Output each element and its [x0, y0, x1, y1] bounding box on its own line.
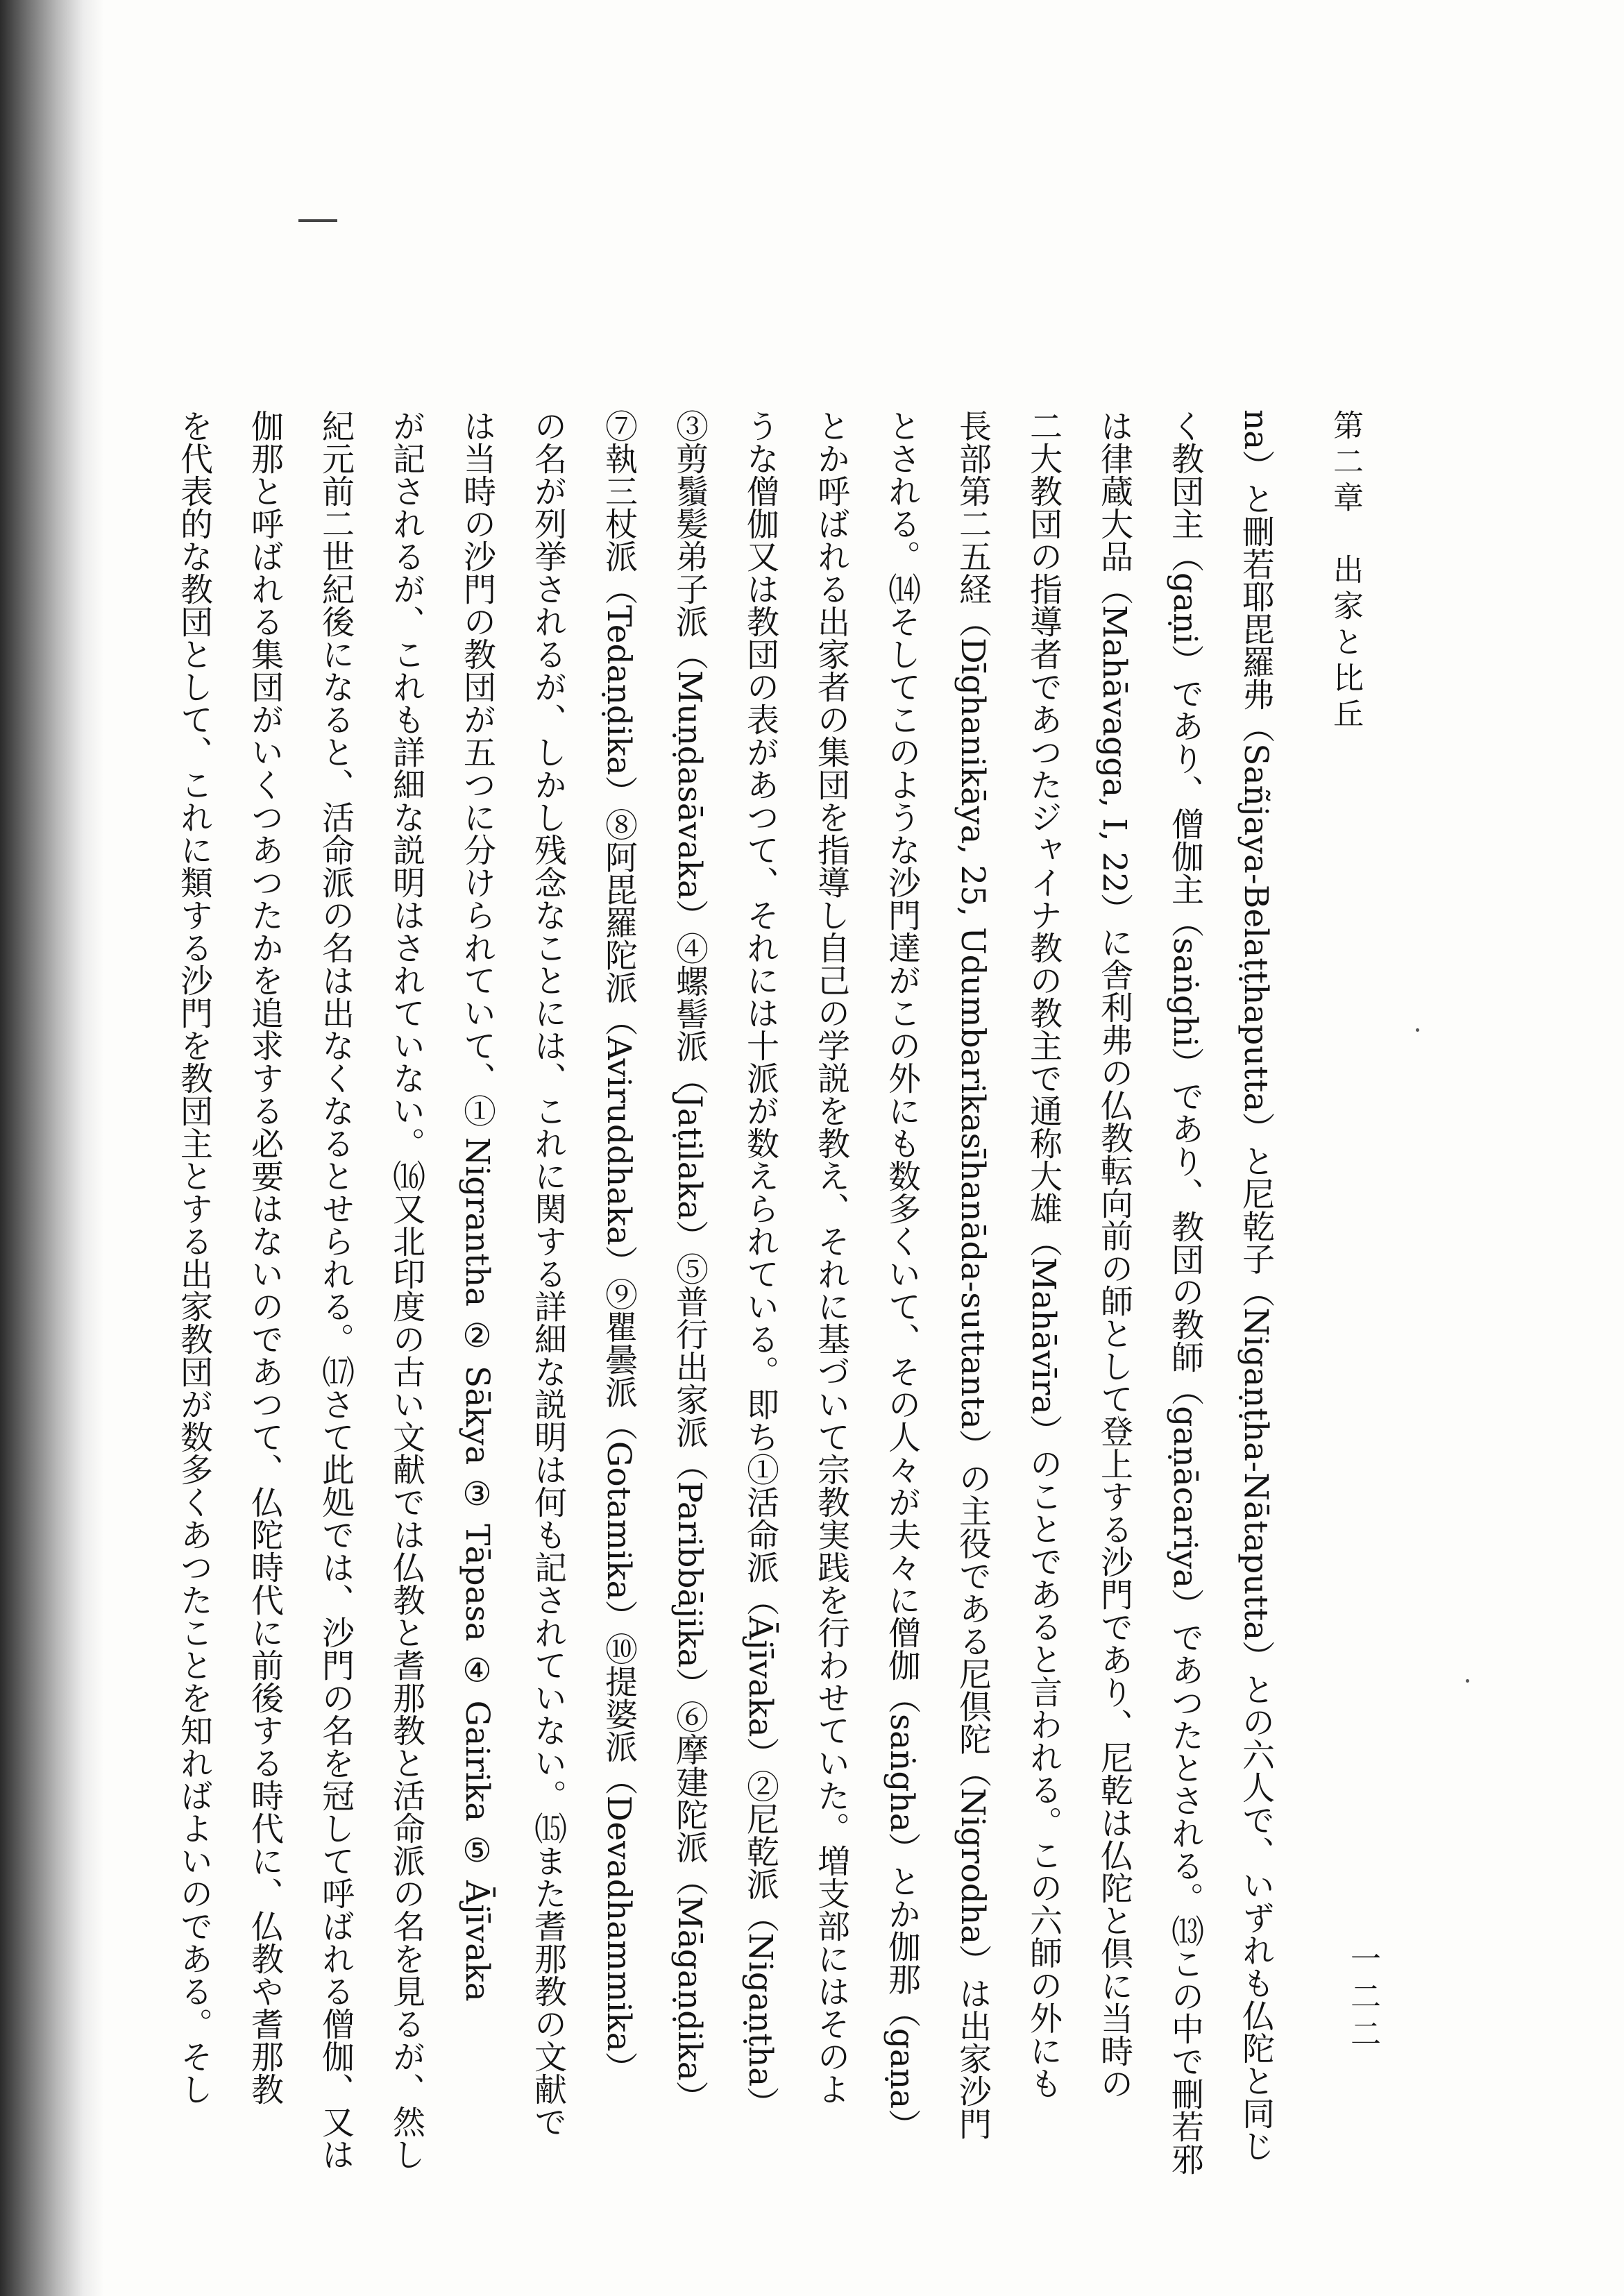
text-line: 伽那と呼ばれる集団がいくつあつたかを追求する必要はないのであつて、仏陀時代に前後する時代に、仏教や耆那教 [246, 409, 284, 2105]
scan-shadow-edge [0, 0, 104, 2296]
text-line: は当時の沙門の教団が五つに分けられていて、① Nigrantha ② Sākya ③ Tāpasa ④ Gairika ⑤ Ājīvaka [458, 409, 496, 2002]
text-line: 長部第二五経（Dīghanikāya, 25, Udumbarikasīhanāda-suttanta）の主役である尼倶陀（Nigrodha）は出家沙門 [954, 409, 992, 2141]
text-line: 二大教団の指導者であつたジャイナ教の教主で通称大雄（Mahāvīra）のことであると言われる。この六師の外にも [1024, 409, 1063, 2100]
text-line: とか呼ばれる出家者の集団を指導し自己の学説を教え、それに基づいて宗教実践を行わせていた。増支部にはそのよ [812, 409, 850, 2105]
text-line: na）と刪若耶毘羅弗（Sañjaya-Belaṭṭhaputta）と尼乾子（Nigaṇṭha-Nātaputta）との六人で、いずれも仏陀と同じ [1237, 409, 1275, 2163]
body-text [175, 409, 1291, 2283]
text-line: く教団主（gaṇi）であり、僧伽主（saṅghi）であり、教団の教師（gaṇācariya）であつたとされる。⒀この中で刪若邪 [1166, 409, 1204, 2176]
text-line: ⑦執三杖派（Tedaṇḍika）⑧阿毘羅陀派（Aviruddhaka）⑨瞿曇派（Gotamika）⑩提婆派（Devadhammika） [600, 409, 638, 2084]
text-line: が記されるが、これも詳細な説明はされていない。⒃又北印度の古い文献では仏教と耆那教と活命派の名を見るが、然し [387, 409, 425, 2170]
text-line: うな僧伽又は教団の表があつて、それには十派が数えられている。即ち①活命派（Ājīvaka）②尼乾派（Nigaṇṭha） [741, 409, 779, 2120]
scan-speck [1466, 1679, 1469, 1683]
running-head-chapter: 第二章 出家と比丘 [1328, 409, 1363, 734]
text-line: ③剪鬚髪弟子派（Muṇḍasāvaka）④螺髻派（Jaṭilaka）⑤普行出家派（Paribbājika）⑥摩建陀派（Māgaṇḍika） [670, 409, 709, 2114]
scan-mark [298, 219, 337, 222]
text-line: とされる。⒁そしてこのような沙門達がこの外にも数多くいて、その人々が夫々に僧伽（saṅgha）とか伽那（gaṇa） [883, 409, 921, 2142]
page-number: 一二二 [1345, 1943, 1380, 2055]
scan-speck [1416, 1028, 1419, 1032]
text-line: 紀元前二世紀後になると、活命派の名は出なくなるとせられる。⒄さて此処では、沙門の名を冠して呼ばれる僧伽、又は [316, 409, 355, 2170]
text-line: を代表的な教団として、これに類する沙門を教団主とする出家教団が数多くあつたことを知ればよいのである。そし [175, 409, 213, 2105]
text-line: の名が列挙されるが、しかし残念なことには、これに関する詳細な説明は何も記されていない。⒂また耆那教の文献で [529, 409, 567, 2138]
text-line: は律蔵大品（Mahāvagga, I, 22）に舎利弗の仏教転向前の師として登上する沙門であり、尼乾は仏陀と倶に当時の [1095, 409, 1133, 2100]
